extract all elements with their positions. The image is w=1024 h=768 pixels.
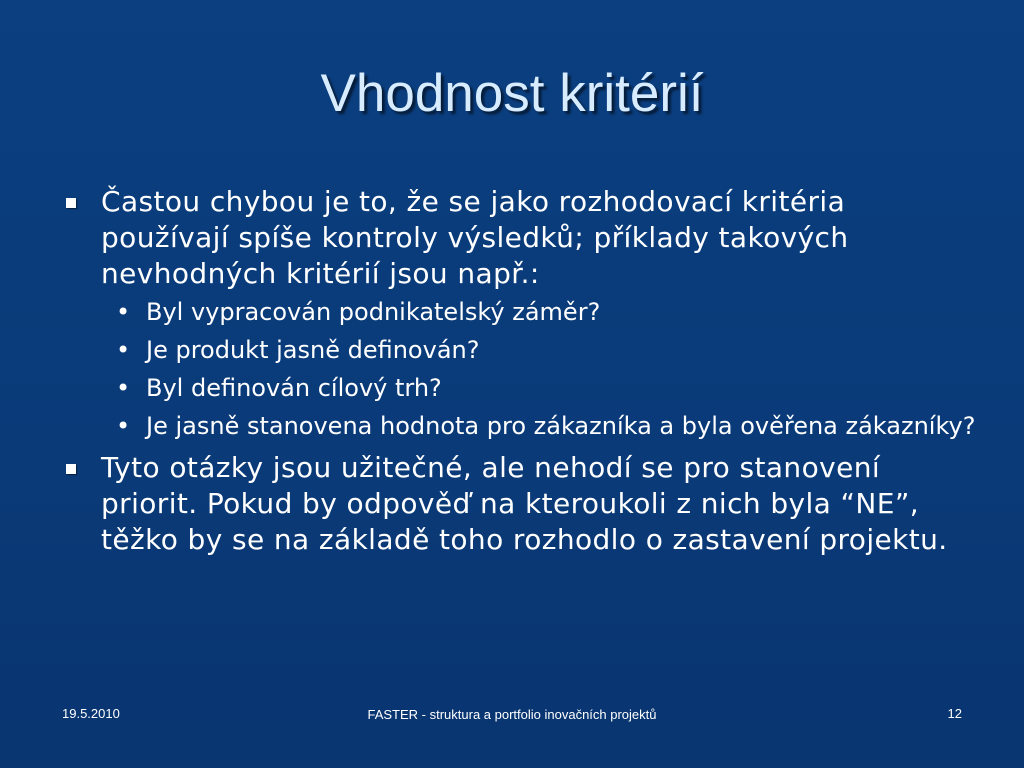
slide-title: Vhodnost kritérií xyxy=(320,64,704,123)
sub-bullet-text: Je jasně stanovena hodnota pro zákazníka a byla ověřena zákazníky? xyxy=(146,412,976,440)
square-bullet-icon xyxy=(66,198,76,208)
square-bullet-icon xyxy=(66,464,76,474)
sub-bullet-list xyxy=(60,298,980,440)
footer-title: FASTER - struktura a portfolio inovačních projektů xyxy=(367,707,657,722)
dot-bullet-icon: • xyxy=(116,374,131,402)
bullet-text: Častou chybou je to, že se jako rozhodovací kritéria používají spíše kontroly výsledků; příklady takových nevhodných kritérií jsou např.: xyxy=(101,185,849,290)
slide-content xyxy=(60,184,980,558)
dot-bullet-icon: • xyxy=(116,298,131,326)
sub-bullet-item xyxy=(60,298,980,326)
dot-bullet-icon: • xyxy=(116,412,131,440)
sub-bullet-item xyxy=(60,412,980,440)
sub-bullet-item xyxy=(60,374,980,402)
slide-number: 12 xyxy=(947,706,962,721)
sub-bullet-item xyxy=(60,336,980,364)
bullet-item xyxy=(60,450,980,558)
bullet-text: Tyto otázky jsou užitečné, ale nehodí se pro stanovení priorit. Pokud by odpověď na kteroukoli z nich byla “NE”, těžko by se na základě toho rozhodlo o zastavení projektu. xyxy=(101,451,948,556)
dot-bullet-icon: • xyxy=(116,336,131,364)
footer-date: 19.5.2010 xyxy=(62,706,120,721)
bullet-item xyxy=(60,184,980,292)
sub-bullet-text: Byl definován cílový trh? xyxy=(146,374,442,402)
sub-bullet-text: Je produkt jasně definován? xyxy=(146,336,480,364)
sub-bullet-text: Byl vypracován podnikatelský záměr? xyxy=(146,298,601,326)
